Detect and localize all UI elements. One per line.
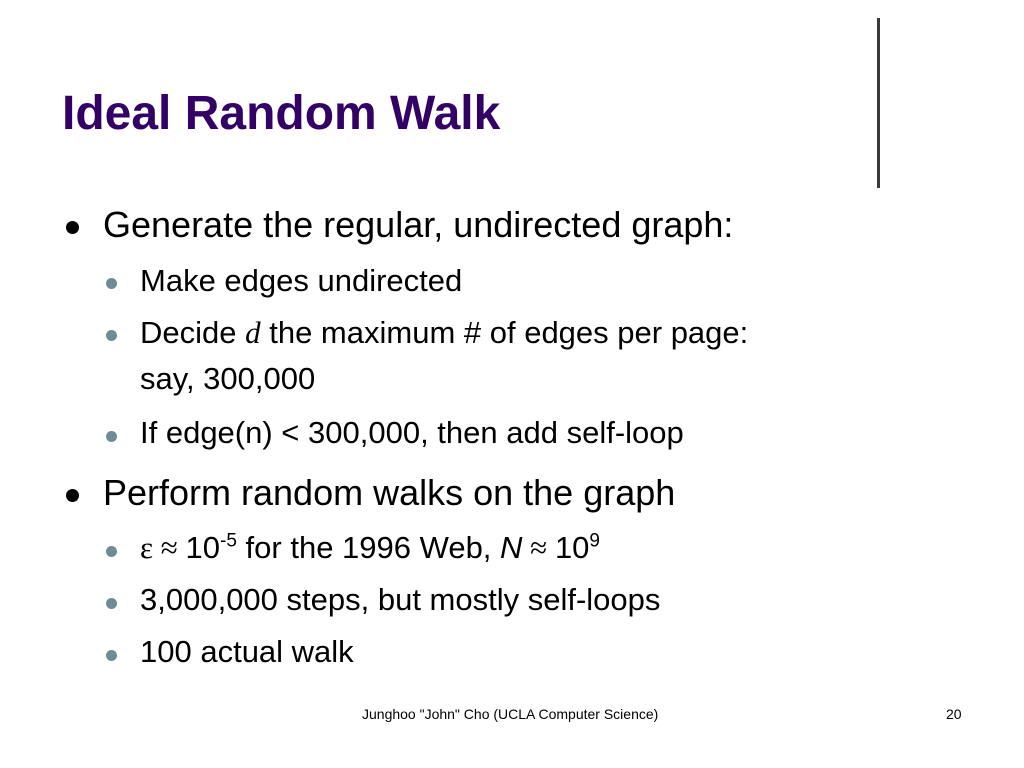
text-run: Decide: [140, 315, 246, 350]
exponent: -5: [220, 530, 237, 552]
sub-bullet-dot: [106, 546, 117, 557]
sub-bullet-text: [140, 315, 748, 351]
sub-bullet-dot: [106, 330, 117, 341]
text-run: 10: [554, 530, 590, 565]
sub-bullet-text: 100 actual walk: [140, 634, 354, 669]
vertical-divider: [877, 18, 880, 188]
bullet-text: Generate the regular, undirected graph:: [103, 204, 734, 245]
text-run: 10: [185, 530, 221, 565]
sub-bullet-dot: [106, 278, 117, 289]
variable-N: N: [500, 530, 523, 565]
sub-bullet-continuation: say, 300,000: [140, 361, 316, 396]
bullet-dot: [66, 221, 79, 234]
slide-title: Ideal Random Walk: [62, 87, 501, 140]
page-number: 20: [946, 706, 962, 722]
approx-symbol: ≈: [522, 530, 555, 565]
text-run: for the 1996 Web,: [236, 530, 501, 565]
variable-d: d: [245, 315, 261, 350]
sub-bullet-text: If edge(n) < 300,000, then add self-loop: [140, 415, 684, 450]
footer-author: Junghoo "John" Cho (UCLA Computer Science): [362, 706, 659, 722]
approx-symbol: ≈: [153, 530, 186, 565]
bullet-text: Perform random walks on the graph: [103, 472, 676, 513]
sub-bullet-text: 3,000,000 steps, but mostly self-loops: [140, 582, 661, 617]
sub-bullet-dot: [106, 431, 117, 442]
sub-bullet-text: [140, 530, 600, 566]
text-run: the maximum # of edges per page:: [260, 315, 749, 350]
exponent: 9: [589, 530, 600, 552]
sub-bullet-dot: [106, 598, 117, 609]
bullet-dot: [66, 489, 79, 502]
epsilon-symbol: ε: [140, 530, 154, 565]
sub-bullet-text: Make edges undirected: [140, 263, 463, 298]
sub-bullet-dot: [106, 650, 117, 661]
